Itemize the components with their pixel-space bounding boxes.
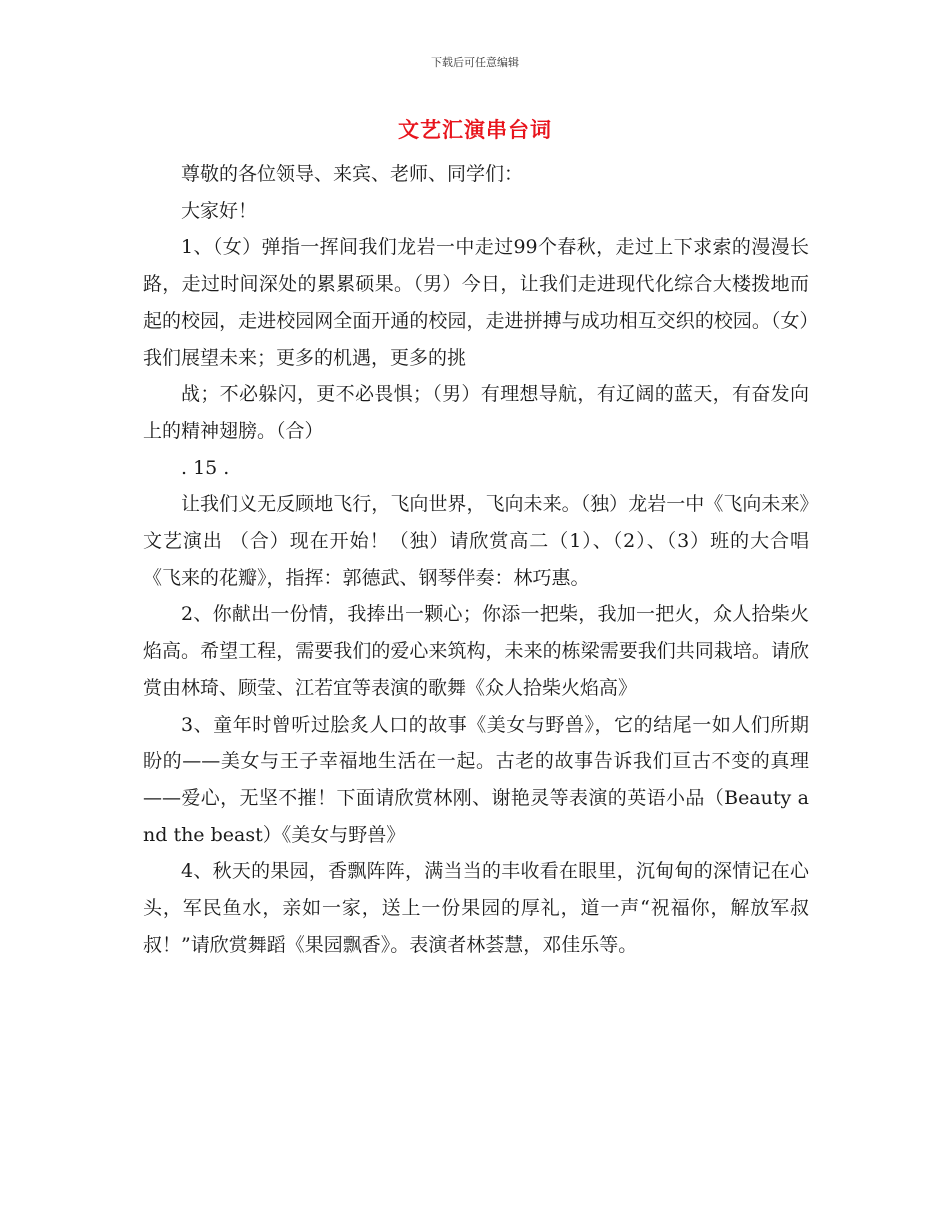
page-marker: . 15 . — [181, 456, 230, 479]
header-note: 下载后可任意编辑 — [431, 56, 519, 69]
greeting-line: 尊敬的各位领导、来宾、老师、同学们： — [181, 163, 524, 185]
document-body — [143, 156, 809, 963]
paragraph-3: 3、童年时曾听过脍炙人口的故事《美女与野兽》，它的结尾一如人们所期盼的——美女与王子幸福地生活在一起。古老的故事告诉我们亘古不变的真理——爱心，无坚不摧！下面请欣赏林刚、谢艳灵等表演的英语小品（Beauty and the beast）《美女与野兽》 — [143, 713, 809, 846]
paragraph-1: 1、（女）弹指一挥间我们龙岩一中走过99个春秋，走过上下求索的漫漫长路，走过时间深处的累累硕果。（男）今日，让我们走进现代化综合大楼拨地而起的校园，走进校园网全面开通的校园，走进拼搏与成功相互交织的校园。（女）我们展望未来；更多的机遇，更多的挑 — [143, 236, 809, 369]
document-title: 文艺汇演串台词 — [398, 118, 552, 142]
paragraph-4: 4、秋天的果园，香飘阵阵，满当当的丰收看在眼里，沉甸甸的深情记在心头，军民鱼水，亲如一家，送上一份果园的厚礼，道一声“祝福你，解放军叔叔！”请欣赏舞蹈《果园飘香》。表演者林荟慧，邓佳乐等。 — [143, 860, 809, 956]
paragraph-opening: 让我们义无反顾地飞行，飞向世界，飞向未来。（独）龙岩一中《飞向未来》文艺演出 （合）现在开始！（独）请欣赏高二（1）、（2）、（3）班的大合唱《飞来的花瓣》，指挥：郭德武、钢琴伴奏：林巧惠。 — [143, 493, 809, 589]
hello-line: 大家好！ — [181, 199, 258, 222]
paragraph-1-continued: 战；不必躲闪，更不必畏惧；（男）有理想导航，有辽阔的蓝天，有奋发向上的精神翅膀。（合） — [143, 383, 809, 442]
paragraph-2: 2、你献出一份情，我捧出一颗心；你添一把柴，我加一把火，众人拾柴火焰高。希望工程，需要我们的爱心来筑构，未来的栋梁需要我们共同栽培。请欣赏由林琦、顾莹、江若宜等表演的歌舞《众人拾柴火焰高》 — [143, 603, 809, 699]
